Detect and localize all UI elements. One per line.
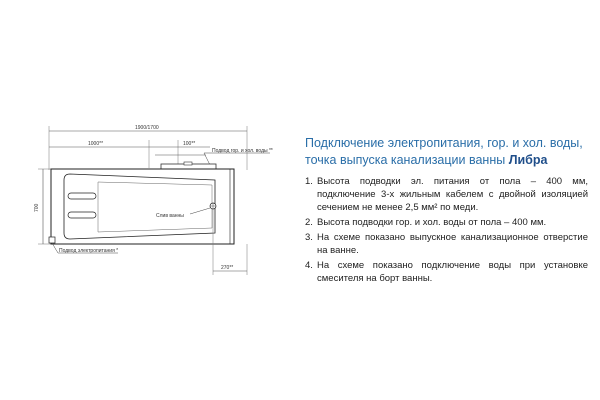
heading-line-2-prefix: точка выпуска канализации ванны <box>305 153 506 167</box>
water-callout-label: Подвод гор. и хол. воды ** <box>212 148 273 154</box>
note-line: Высота подводки гор. и хол. воды от пола – 400 мм. <box>317 217 547 228</box>
notes-list <box>305 175 588 285</box>
note-line: смесителя на борт ванны. <box>317 273 433 284</box>
note-text <box>317 259 588 285</box>
note-text <box>317 231 588 257</box>
dim-right-label: 100** <box>183 141 196 147</box>
note-item <box>305 259 588 285</box>
dim-bottom-right-label: 270** <box>221 265 234 271</box>
overall-length-label: 1900/1700 <box>135 125 159 131</box>
installation-notes-panel <box>305 135 588 287</box>
note-text <box>317 175 588 214</box>
headrest-pad-upper <box>68 193 96 199</box>
note-line: На схеме показано выпускное канализационное <box>317 232 539 243</box>
heading-line-2 <box>305 152 588 169</box>
note-text <box>317 216 588 229</box>
headrest-pad-lower <box>68 212 96 218</box>
note-line: подключение 3-х жильным кабелем с двойной <box>317 189 536 200</box>
note-number: 3. <box>305 232 313 243</box>
notes-heading <box>305 135 588 169</box>
bathtub-outline <box>51 169 234 244</box>
drain-callout-label: Слив ванны <box>156 213 184 219</box>
note-line: отверстие на ванне. <box>317 232 588 256</box>
heading-line-1: Подключение электропитания, гор. и хол. воды, <box>305 136 583 150</box>
note-line: На схеме показано подключение воды при установке <box>317 260 588 271</box>
power-callout-label: Подвод электропитания * <box>59 248 119 254</box>
model-name: Либра <box>508 153 548 167</box>
note-line: изоляцией сечением не менее 2,5 мм² по меди. <box>317 189 588 213</box>
dim-left-label: 1000** <box>88 141 104 147</box>
note-number: 2. <box>305 217 313 228</box>
note-item <box>305 175 588 214</box>
height-label: 700 <box>34 203 40 212</box>
note-number: 1. <box>305 176 313 187</box>
faucet-icon <box>161 162 216 169</box>
note-item <box>305 216 588 229</box>
note-line: Высота подводки эл. питания от пола – 400 мм, <box>317 176 588 187</box>
note-number: 4. <box>305 260 313 271</box>
note-item <box>305 231 588 257</box>
